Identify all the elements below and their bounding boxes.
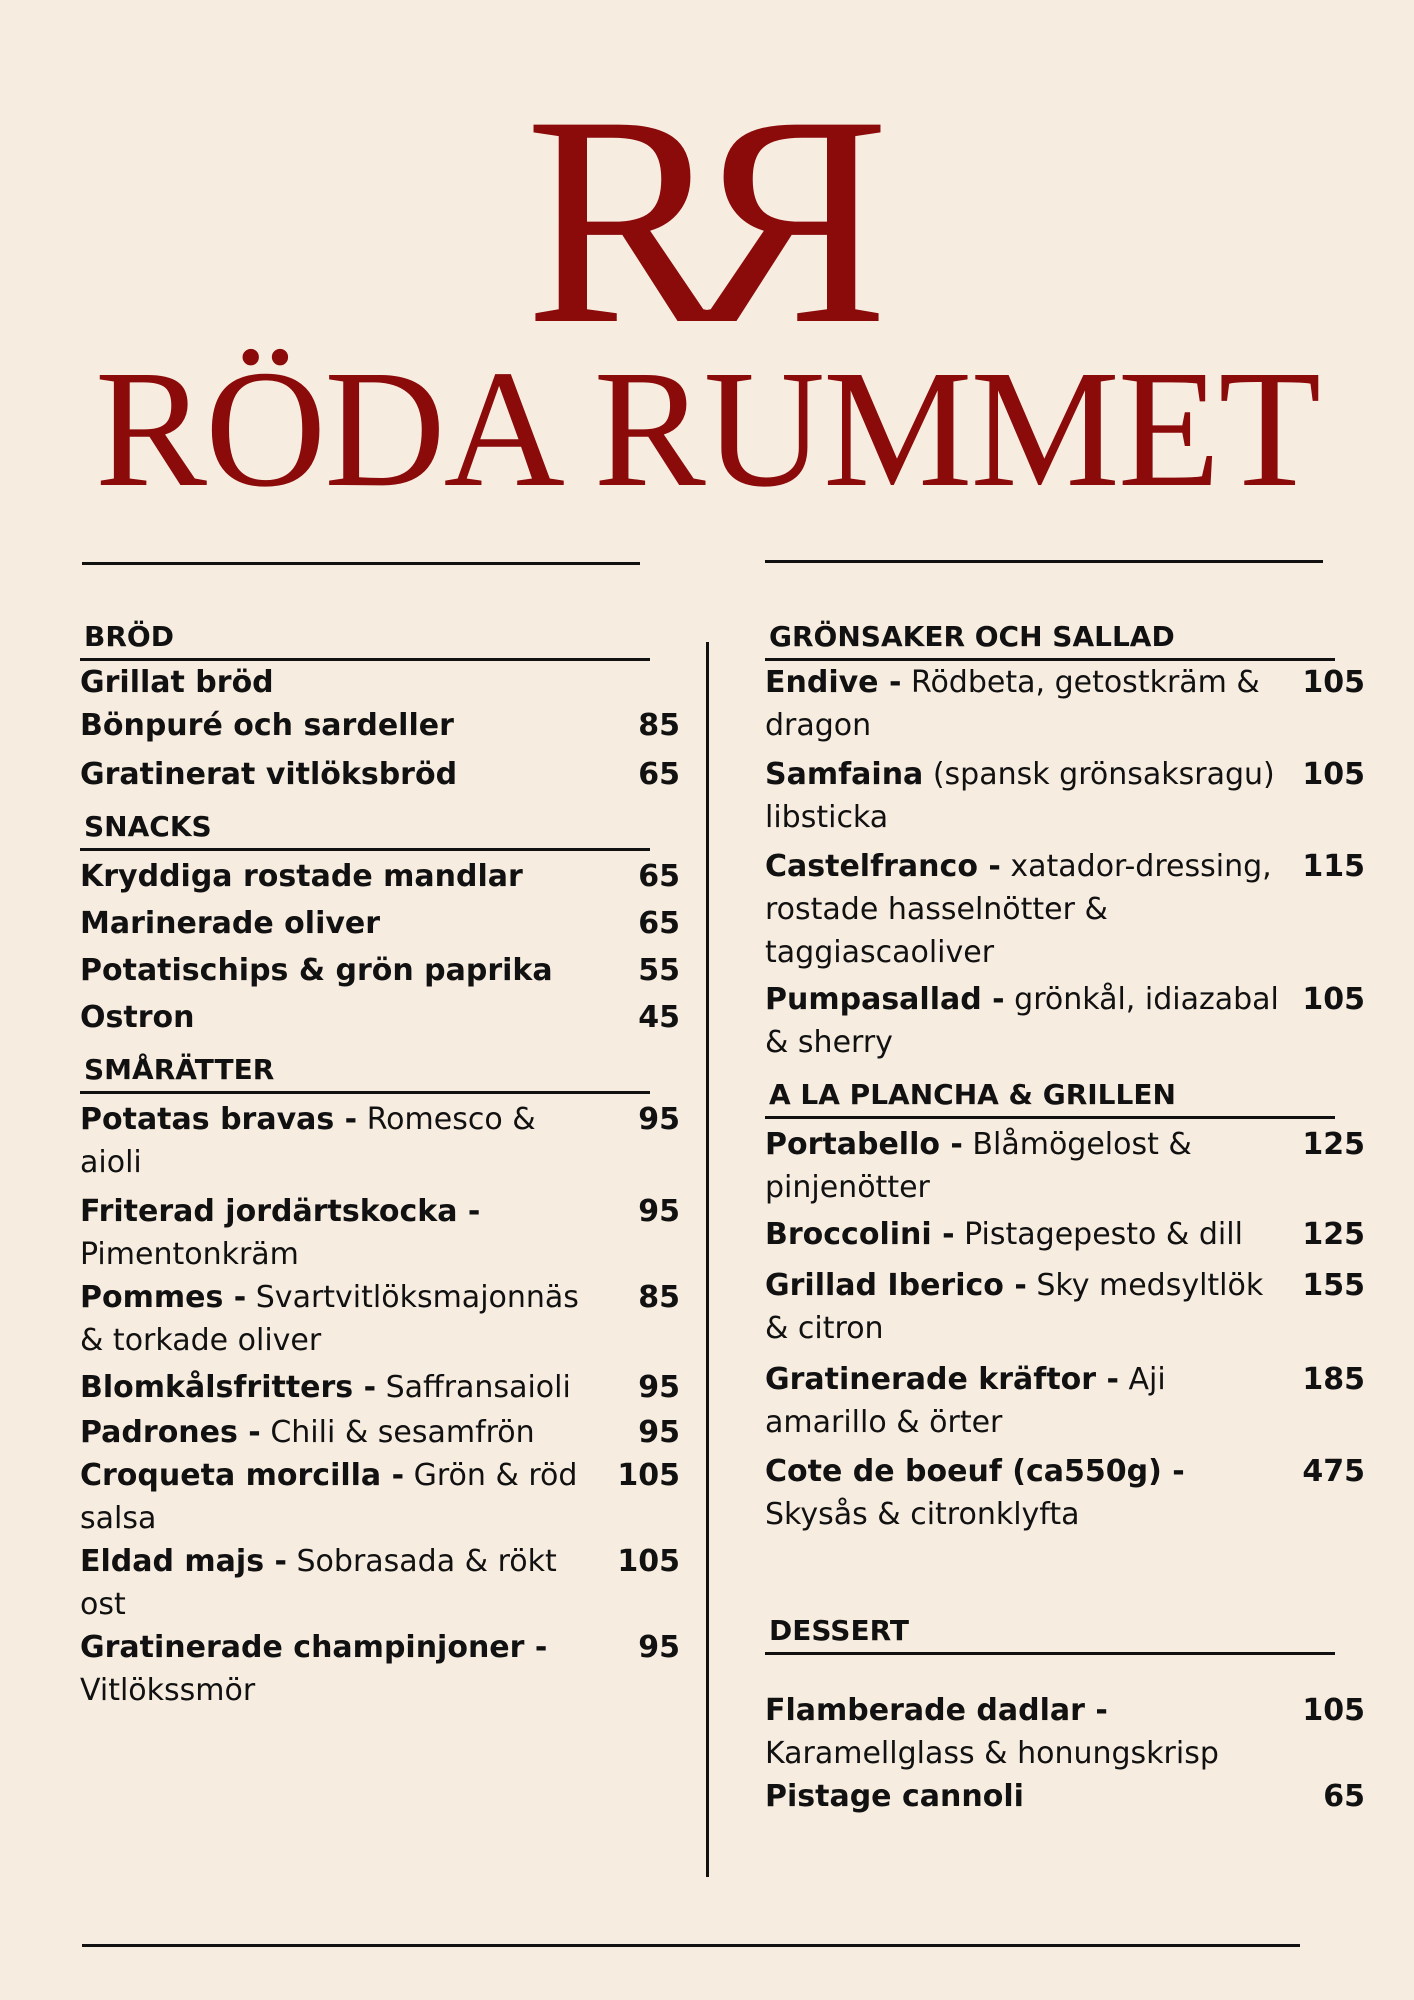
item-price: 105: [1302, 982, 1365, 1017]
menu-item: [765, 1264, 1365, 1350]
item-name: Gratinerade champinjoner -: [80, 1630, 548, 1665]
menu-item: [80, 902, 680, 945]
menu-item: [80, 1366, 680, 1409]
menu-item: [80, 1190, 680, 1276]
section-title-dessert: DESSERT: [765, 1606, 1335, 1655]
menu-item: [80, 949, 680, 992]
menu-item: [80, 1276, 680, 1362]
item-name: Flamberade dadlar -: [765, 1693, 1108, 1728]
monogram-right: R: [707, 54, 890, 386]
menu-item: [765, 1775, 1365, 1818]
top-rule-right: [765, 560, 1323, 563]
item-name: Samfaina: [765, 757, 924, 792]
item-name: Pumpasallad -: [765, 982, 1005, 1017]
item-description: Blåmögelost & pinjenötter: [765, 1127, 1192, 1205]
menu-item: [80, 661, 680, 704]
section-title-brod: BRÖD: [80, 612, 650, 661]
logo-monogram: [0, 54, 1414, 386]
item-price: 115: [1302, 849, 1365, 884]
item-name: Portabello -: [765, 1127, 963, 1162]
item-price: 45: [638, 1000, 680, 1035]
menu-item: [765, 845, 1365, 974]
bottom-rule: [82, 1944, 1300, 1947]
menu-column-left: [80, 612, 680, 1712]
item-description: Pimentonkräm: [80, 1237, 299, 1272]
section-title-gronsaker: GRÖNSAKER OCH SALLAD: [765, 612, 1335, 661]
item-description: xatador-dressing, rostade hasselnötter & taggiascaoliver: [765, 849, 1272, 970]
item-name: Marinerade oliver: [80, 906, 381, 941]
menu-item: [765, 1689, 1365, 1775]
item-name: Pistage cannoli: [765, 1779, 1024, 1814]
item-name: Croqueta morcilla -: [80, 1458, 405, 1493]
item-price: 125: [1302, 1127, 1365, 1162]
item-name: Pommes -: [80, 1280, 247, 1315]
menu-item: [765, 1213, 1365, 1256]
column-divider: [706, 642, 709, 1877]
item-price: 125: [1302, 1217, 1365, 1252]
menu-section: [765, 612, 1365, 1064]
item-description: Sobrasada & rökt ost: [80, 1544, 557, 1622]
item-price: 185: [1302, 1362, 1365, 1397]
item-name: Endive -: [765, 665, 902, 700]
item-name: Castelfranco -: [765, 849, 1001, 884]
item-price: 105: [1302, 665, 1365, 700]
item-description: Vitlökssmör: [80, 1673, 256, 1708]
item-price: 105: [617, 1544, 680, 1579]
item-name: Grillad Iberico -: [765, 1268, 1027, 1303]
menu-section: [80, 612, 680, 796]
item-price: 95: [638, 1194, 680, 1229]
item-description: grönkål, idiazabal & sherry: [765, 982, 1279, 1060]
item-description: Pistagepesto & dill: [964, 1217, 1243, 1252]
item-price: 65: [1323, 1779, 1365, 1814]
menu-item: [765, 1450, 1365, 1536]
item-description: Svartvitlöksmajonnäs & torkade oliver: [80, 1280, 579, 1358]
menu-item: [80, 1626, 680, 1712]
item-name: Bönpuré och sardeller: [80, 708, 454, 743]
menu-item: [765, 1358, 1365, 1444]
item-price: 475: [1302, 1454, 1365, 1489]
item-price: 95: [638, 1415, 680, 1450]
item-name: Potatischips & grön paprika: [80, 953, 553, 988]
item-description: Karamellglass & honungskrisp: [765, 1736, 1219, 1771]
menu-item: [80, 1411, 680, 1454]
item-name: Ostron: [80, 1000, 195, 1035]
item-description: Grön & röd salsa: [80, 1458, 578, 1536]
monogram-left: R: [524, 54, 707, 386]
item-description: Romesco & aioli: [80, 1102, 536, 1180]
item-price: 55: [638, 953, 680, 988]
menu-item: [765, 661, 1365, 747]
menu-item: [765, 753, 1365, 839]
menu-section: [80, 802, 680, 1039]
menu-section: [80, 1045, 680, 1712]
section-title-smaratter: SMÅRÄTTER: [80, 1045, 650, 1094]
menu-item: [80, 1454, 680, 1540]
item-description: Rödbeta, getostkräm & dragon: [765, 665, 1260, 743]
menu-item: [80, 855, 680, 898]
section-title-snacks: SNACKS: [80, 802, 650, 851]
item-name: Kryddiga rostade mandlar: [80, 859, 523, 894]
item-name: Grillat bröd: [80, 665, 274, 700]
item-description: Chili & sesamfrön: [270, 1415, 535, 1450]
menu-item: [765, 1123, 1365, 1209]
menu-section: [765, 1070, 1365, 1536]
menu-column-right: [765, 612, 1365, 1818]
menu-item: [80, 1098, 680, 1184]
item-price: 85: [638, 1280, 680, 1315]
item-price: 85: [638, 708, 680, 743]
item-description: Sky medsyltlök & citron: [765, 1268, 1264, 1346]
top-rule-left: [82, 562, 640, 565]
item-name: Cote de boeuf (ca550g) -: [765, 1454, 1185, 1489]
item-name: Gratinerade kräftor -: [765, 1362, 1119, 1397]
item-description: (spansk grönsaksragu) libsticka: [765, 757, 1275, 835]
item-price: 105: [1302, 757, 1365, 792]
item-price: 95: [638, 1370, 680, 1405]
item-name: Padrones -: [80, 1415, 261, 1450]
item-price: 95: [638, 1630, 680, 1665]
item-name: Broccolini -: [765, 1217, 955, 1252]
item-price: 65: [638, 859, 680, 894]
item-price: 65: [638, 906, 680, 941]
menu-section: [765, 1606, 1365, 1818]
menu-item: [80, 996, 680, 1039]
item-name: Potatas bravas -: [80, 1102, 358, 1137]
item-price: 155: [1302, 1268, 1365, 1303]
item-price: 65: [638, 757, 680, 792]
menu-item: [80, 753, 680, 796]
item-price: 105: [1302, 1693, 1365, 1728]
menu-item: [765, 978, 1365, 1064]
item-name: Gratinerat vitlöksbröd: [80, 757, 458, 792]
item-description: Skysås & citronklyfta: [765, 1497, 1080, 1532]
item-description: Saffransaioli: [385, 1370, 571, 1405]
section-title-plancha: A LA PLANCHA & GRILLEN: [765, 1070, 1335, 1119]
restaurant-name: RÖDA RUMMET: [94, 336, 1320, 522]
menu-item: [80, 704, 680, 747]
item-price: 95: [638, 1102, 680, 1137]
item-name: Blomkålsfritters -: [80, 1370, 377, 1405]
item-price: 105: [617, 1458, 680, 1493]
item-name: Eldad majs -: [80, 1544, 287, 1579]
item-description: Aji amarillo & örter: [765, 1362, 1166, 1440]
menu-item: [80, 1540, 680, 1626]
item-name: Friterad jordärtskocka -: [80, 1194, 481, 1229]
